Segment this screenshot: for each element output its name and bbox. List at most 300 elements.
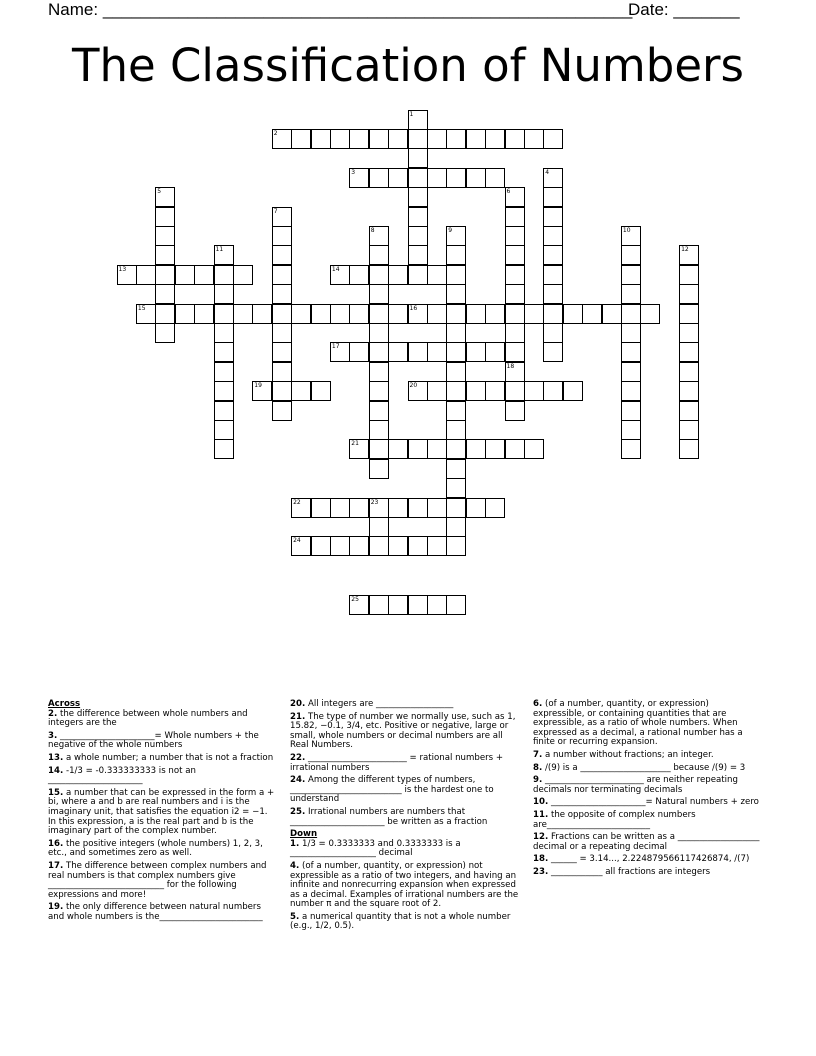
crossword-cell[interactable] xyxy=(543,226,563,246)
crossword-cell[interactable] xyxy=(214,362,234,382)
crossword-cell[interactable] xyxy=(349,536,369,556)
clue-item xyxy=(290,840,522,859)
crossword-cell[interactable] xyxy=(621,439,641,459)
clue-number: 6 xyxy=(506,188,511,196)
crossword-cell[interactable] xyxy=(388,304,408,324)
crossword-cell[interactable] xyxy=(427,129,447,149)
crossword-cell[interactable] xyxy=(621,362,641,382)
crossword-cell[interactable] xyxy=(427,265,447,285)
clue-item xyxy=(290,700,522,710)
crossword-cell[interactable] xyxy=(427,168,447,188)
crossword-cell[interactable] xyxy=(369,536,389,556)
across-clue-list-continued xyxy=(290,700,522,827)
crossword-cell[interactable] xyxy=(369,129,389,149)
date-blank[interactable]: _______ xyxy=(673,0,740,19)
crossword-cell[interactable] xyxy=(369,284,389,304)
crossword-cell[interactable] xyxy=(272,284,292,304)
crossword-cell[interactable] xyxy=(505,342,525,362)
crossword-cell[interactable] xyxy=(466,498,486,518)
crossword-cell[interactable] xyxy=(388,536,408,556)
crossword-cell[interactable] xyxy=(388,439,408,459)
crossword-cell[interactable] xyxy=(252,381,272,401)
crossword-cell[interactable] xyxy=(505,304,525,324)
crossword-cell[interactable] xyxy=(679,304,699,324)
crossword-cell[interactable] xyxy=(582,304,602,324)
crossword-cell[interactable] xyxy=(408,168,428,188)
crossword-cell[interactable] xyxy=(543,323,563,343)
crossword-cell[interactable] xyxy=(369,265,389,285)
clue-item xyxy=(290,713,522,751)
crossword-cell[interactable] xyxy=(446,284,466,304)
crossword-cell[interactable] xyxy=(311,536,331,556)
crossword-cell[interactable] xyxy=(679,342,699,362)
crossword-cell[interactable] xyxy=(311,304,331,324)
crossword-cell[interactable] xyxy=(524,129,544,149)
crossword-cell[interactable] xyxy=(621,420,641,440)
clue-item xyxy=(533,764,761,774)
crossword-cell[interactable] xyxy=(349,129,369,149)
crossword-cell[interactable] xyxy=(408,381,428,401)
crossword-cell[interactable] xyxy=(679,362,699,382)
crossword-cell[interactable] xyxy=(602,304,622,324)
clue-item-number: 12. xyxy=(533,832,549,843)
clue-item-text: _______________________ = rational numbers + irrational numbers xyxy=(290,752,504,773)
clue-number: 22 xyxy=(293,498,301,506)
clue-item-text: Fractions can be written as a ___________________ decimal or a repeating decimal xyxy=(533,832,760,852)
crossword-cell[interactable] xyxy=(446,168,466,188)
crossword-cell[interactable] xyxy=(272,265,292,285)
clue-item-text: a whole number; a number that is not a fraction xyxy=(63,752,274,763)
crossword-cell[interactable] xyxy=(408,129,428,149)
crossword-cell[interactable] xyxy=(349,304,369,324)
crossword-cell[interactable] xyxy=(466,439,486,459)
clue-number: 12 xyxy=(681,246,689,254)
crossword-cell[interactable] xyxy=(640,304,660,324)
crossword-cell[interactable] xyxy=(272,381,292,401)
crossword-cell[interactable] xyxy=(369,304,389,324)
crossword-cell[interactable] xyxy=(214,245,234,265)
clue-item xyxy=(48,754,276,764)
clue-number: 14 xyxy=(331,265,340,273)
crossword-cell[interactable] xyxy=(466,342,486,362)
crossword-cell[interactable] xyxy=(446,420,466,440)
crossword-cell[interactable] xyxy=(505,265,525,285)
crossword-cell[interactable] xyxy=(621,265,641,285)
crossword-cell[interactable] xyxy=(679,265,699,285)
clue-item-number: 21. xyxy=(290,711,306,722)
crossword-cell[interactable] xyxy=(543,207,563,227)
crossword-cell[interactable] xyxy=(369,226,389,246)
crossword-cell[interactable] xyxy=(505,439,525,459)
crossword-cell[interactable] xyxy=(330,265,350,285)
crossword-cell[interactable] xyxy=(233,265,253,285)
crossword-cell[interactable] xyxy=(155,323,175,343)
crossword-cell[interactable] xyxy=(543,245,563,265)
crossword-cell[interactable] xyxy=(446,536,466,556)
clue-item-text: All integers are __________________ xyxy=(305,699,454,709)
crossword-cell[interactable] xyxy=(543,187,563,207)
clue-item-number: 10. xyxy=(533,797,549,808)
name-blank[interactable]: ________________________________________________________ xyxy=(102,0,633,19)
crossword-cell[interactable] xyxy=(408,536,428,556)
clue-item xyxy=(533,700,761,748)
crossword-cell[interactable] xyxy=(311,129,331,149)
clue-number: 21 xyxy=(351,440,359,448)
crossword-cell[interactable] xyxy=(408,226,428,246)
crossword-cell[interactable] xyxy=(446,342,466,362)
crossword-cell[interactable] xyxy=(505,187,525,207)
crossword-cell[interactable] xyxy=(505,129,525,149)
crossword-cell[interactable] xyxy=(446,304,466,324)
clue-item-text: a number without fractions; an integer. xyxy=(542,749,714,760)
crossword-cell[interactable] xyxy=(679,381,699,401)
crossword-cell[interactable] xyxy=(136,265,156,285)
clue-item-number: 3. xyxy=(48,730,58,741)
crossword-cell[interactable] xyxy=(621,226,641,246)
down-clue-list xyxy=(290,840,522,932)
clue-item xyxy=(533,811,761,830)
crossword-cell[interactable] xyxy=(369,362,389,382)
crossword-cell[interactable] xyxy=(679,245,699,265)
crossword-cell[interactable] xyxy=(349,168,369,188)
crossword-cell[interactable] xyxy=(155,226,175,246)
crossword-cell[interactable] xyxy=(543,284,563,304)
crossword-cell[interactable] xyxy=(155,265,175,285)
crossword-cell[interactable] xyxy=(446,459,466,479)
clue-item-number: 15. xyxy=(48,787,64,798)
clue-item-number: 16. xyxy=(48,838,64,849)
crossword-cell[interactable] xyxy=(369,245,389,265)
clue-item-text: the difference between whole numbers and integers are the xyxy=(48,708,248,729)
crossword-cell[interactable] xyxy=(252,304,272,324)
clue-item xyxy=(533,776,761,795)
crossword-cell[interactable] xyxy=(291,498,311,518)
clue-item-number: 8. xyxy=(533,762,543,773)
clue-item xyxy=(48,903,276,922)
clue-item xyxy=(290,776,522,805)
crossword-cell[interactable] xyxy=(427,342,447,362)
crossword-cell[interactable] xyxy=(194,304,214,324)
clue-number: 23 xyxy=(370,498,379,506)
crossword-cell[interactable] xyxy=(466,168,486,188)
crossword-cell[interactable] xyxy=(524,439,544,459)
crossword-cell[interactable] xyxy=(155,245,175,265)
crossword-cell[interactable] xyxy=(272,401,292,421)
crossword-cell[interactable] xyxy=(369,459,389,479)
crossword-cell[interactable] xyxy=(427,595,447,615)
crossword-cell[interactable] xyxy=(214,342,234,362)
clue-number: 8 xyxy=(370,226,375,234)
crossword-cell[interactable] xyxy=(369,381,389,401)
clue-number: 4 xyxy=(545,168,550,176)
crossword-cell[interactable] xyxy=(485,498,505,518)
clue-number: 17 xyxy=(331,343,340,351)
crossword-cell[interactable] xyxy=(679,439,699,459)
clue-item xyxy=(533,855,761,865)
crossword-cell[interactable] xyxy=(349,595,369,615)
crossword-cell[interactable] xyxy=(272,362,292,382)
clue-item-number: 1. xyxy=(290,838,300,849)
crossword-cell[interactable] xyxy=(485,381,505,401)
clue-item-number: 22. xyxy=(290,752,306,763)
clue-item-number: 4. xyxy=(290,860,300,871)
crossword-cell[interactable] xyxy=(505,284,525,304)
crossword-cell[interactable] xyxy=(427,536,447,556)
crossword-cell[interactable] xyxy=(291,304,311,324)
crossword-cell[interactable] xyxy=(408,207,428,227)
crossword-cell[interactable] xyxy=(330,342,350,362)
crossword-cell[interactable] xyxy=(388,129,408,149)
down-heading: Down xyxy=(290,829,318,840)
crossword-cell[interactable] xyxy=(214,304,234,324)
crossword-cell[interactable] xyxy=(621,401,641,421)
crossword-cell[interactable] xyxy=(369,439,389,459)
date-label: Date: xyxy=(628,0,669,19)
crossword-cell[interactable] xyxy=(388,342,408,362)
crossword-cell[interactable] xyxy=(485,129,505,149)
across-heading: Across xyxy=(48,699,81,709)
clue-item-number: 14. xyxy=(48,765,64,776)
clue-item-number: 23. xyxy=(533,866,549,877)
crossword-cell[interactable] xyxy=(408,265,428,285)
crossword-cell[interactable] xyxy=(427,304,447,324)
clue-number: 9 xyxy=(448,226,453,234)
clue-item-number: 25. xyxy=(290,806,306,817)
crossword-cell[interactable] xyxy=(446,265,466,285)
crossword-cell[interactable] xyxy=(505,207,525,227)
clue-item xyxy=(48,862,276,900)
crossword-cell[interactable] xyxy=(214,420,234,440)
crossword-cell[interactable] xyxy=(621,381,641,401)
crossword-cell[interactable] xyxy=(446,323,466,343)
crossword-cell[interactable] xyxy=(272,207,292,227)
crossword-cell[interactable] xyxy=(505,401,525,421)
crossword-cell[interactable] xyxy=(311,498,331,518)
crossword-cell[interactable] xyxy=(272,342,292,362)
clue-item-text: 1/3 = 0.3333333 and 0.3333333 is a ____________________ decimal xyxy=(290,838,461,859)
across-clue-list xyxy=(48,710,276,923)
crossword-cell[interactable] xyxy=(369,595,389,615)
crossword-cell[interactable] xyxy=(621,304,641,324)
crossword-cell[interactable] xyxy=(524,381,544,401)
crossword-cell[interactable] xyxy=(155,187,175,207)
crossword-cell[interactable] xyxy=(446,517,466,537)
crossword-cell[interactable] xyxy=(272,304,292,324)
crossword-cell[interactable] xyxy=(505,245,525,265)
crossword-cell[interactable] xyxy=(408,498,428,518)
crossword-cell[interactable] xyxy=(214,323,234,343)
clue-item xyxy=(290,862,522,910)
clue-item-number: 9. xyxy=(533,775,543,786)
crossword-cell[interactable] xyxy=(466,129,486,149)
crossword-cell[interactable] xyxy=(408,595,428,615)
crossword-cell[interactable] xyxy=(485,304,505,324)
crossword-cell[interactable] xyxy=(485,439,505,459)
clue-number: 16 xyxy=(409,304,418,312)
crossword-cell[interactable] xyxy=(214,265,234,285)
crossword-cell[interactable] xyxy=(621,342,641,362)
crossword-cell[interactable] xyxy=(524,304,544,324)
clue-item-number: 5. xyxy=(290,911,300,922)
clue-item-text: a numerical quantity that is not a whole number (e.g., 1/2, 0.5). xyxy=(290,911,511,932)
crossword-cell[interactable] xyxy=(214,381,234,401)
clue-item-number: 7. xyxy=(533,749,543,760)
crossword-cell[interactable] xyxy=(388,498,408,518)
clue-item-text: a number that can be expressed in the form a + bi, where a and b are real numbers and i is the imaginary unit, that satisfies the equation i2 = −1. In this expression, a is the real part and b is the imaginary part of the complex number. xyxy=(48,787,275,837)
crossword-cell[interactable] xyxy=(155,207,175,227)
crossword-cell[interactable] xyxy=(446,401,466,421)
crossword-cell[interactable] xyxy=(349,342,369,362)
crossword-cell[interactable] xyxy=(505,323,525,343)
crossword-cell[interactable] xyxy=(679,284,699,304)
clue-number: 20 xyxy=(409,382,418,390)
crossword-cell[interactable] xyxy=(543,381,563,401)
crossword-cell[interactable] xyxy=(214,439,234,459)
crossword-cell[interactable] xyxy=(330,498,350,518)
clue-number: 10 xyxy=(622,226,631,234)
crossword-cell[interactable] xyxy=(291,381,311,401)
crossword-cell[interactable] xyxy=(505,381,525,401)
crossword-cell[interactable] xyxy=(388,265,408,285)
clue-item xyxy=(533,868,761,878)
clue-item-text: the only difference between natural numbers and whole numbers is the________________________ xyxy=(48,902,263,922)
crossword-cell[interactable] xyxy=(330,304,350,324)
crossword-cell[interactable] xyxy=(388,595,408,615)
crossword-cell[interactable] xyxy=(291,129,311,149)
crossword-cell[interactable] xyxy=(543,129,563,149)
crossword-cell[interactable] xyxy=(505,362,525,382)
clue-number: 1 xyxy=(409,110,414,118)
crossword-cell[interactable] xyxy=(272,245,292,265)
crossword-cell[interactable] xyxy=(330,129,350,149)
crossword-cell[interactable] xyxy=(446,226,466,246)
crossword-cell[interactable] xyxy=(369,498,389,518)
crossword-cell[interactable] xyxy=(214,284,234,304)
clue-number: 2 xyxy=(273,129,278,137)
crossword-cell[interactable] xyxy=(408,148,428,168)
clue-number: 25 xyxy=(351,595,359,603)
crossword-cell[interactable] xyxy=(621,284,641,304)
crossword-cell[interactable] xyxy=(233,304,253,324)
crossword-cell[interactable] xyxy=(369,517,389,537)
crossword-cell[interactable] xyxy=(485,342,505,362)
crossword-cell[interactable] xyxy=(369,420,389,440)
clues-column-1 xyxy=(48,700,276,925)
crossword-cell[interactable] xyxy=(330,536,350,556)
crossword-cell[interactable] xyxy=(369,168,389,188)
crossword-cell[interactable] xyxy=(621,245,641,265)
crossword-cell[interactable] xyxy=(175,265,195,285)
crossword-cell[interactable] xyxy=(388,168,408,188)
crossword-cell[interactable] xyxy=(175,304,195,324)
crossword-cell[interactable] xyxy=(349,439,369,459)
crossword-cell[interactable] xyxy=(446,129,466,149)
clue-number: 11 xyxy=(215,246,224,254)
crossword-cell[interactable] xyxy=(291,536,311,556)
clue-item-number: 24. xyxy=(290,775,306,786)
down-clue-list-continued xyxy=(533,700,761,878)
crossword-cell[interactable] xyxy=(272,323,292,343)
clues-column-3 xyxy=(533,700,761,881)
clue-item xyxy=(48,710,276,729)
crossword-cell[interactable] xyxy=(543,342,563,362)
clue-item-text: ____________ all fractions are integers xyxy=(548,866,711,877)
clue-item xyxy=(533,833,761,852)
crossword-cell[interactable] xyxy=(408,187,428,207)
clue-item-number: 20. xyxy=(290,699,306,709)
clue-item xyxy=(533,798,761,808)
clue-item-number: 2. xyxy=(48,708,58,719)
crossword-cell[interactable] xyxy=(349,265,369,285)
clue-item xyxy=(48,840,276,859)
crossword-cell[interactable] xyxy=(621,323,641,343)
crossword-cell[interactable] xyxy=(408,342,428,362)
crossword-cell[interactable] xyxy=(505,226,525,246)
crossword-cell[interactable] xyxy=(155,284,175,304)
crossword-cell[interactable] xyxy=(369,323,389,343)
crossword-cell[interactable] xyxy=(446,439,466,459)
crossword-cell[interactable] xyxy=(679,323,699,343)
crossword-cell[interactable] xyxy=(349,498,369,518)
crossword-cell[interactable] xyxy=(408,439,428,459)
crossword-cell[interactable] xyxy=(408,304,428,324)
clue-item xyxy=(48,789,276,837)
clue-item-text: ______ = 3.14..., 2.224879566117426874, /(7) xyxy=(548,854,750,865)
crossword-cell[interactable] xyxy=(272,129,292,149)
crossword-cell[interactable] xyxy=(408,245,428,265)
clue-item xyxy=(290,913,522,932)
clue-item-text: (of a number, quantity, or expression) expressible, or containing quantities that are expressible, as a ratio of whole numbers. When expressed as a decimal, a rational number has a finite or recurring expansion. xyxy=(533,699,743,748)
crossword-cell[interactable] xyxy=(485,168,505,188)
crossword-cell[interactable] xyxy=(543,168,563,188)
crossword-cell[interactable] xyxy=(194,265,214,285)
crossword-cell[interactable] xyxy=(155,304,175,324)
crossword-cell[interactable] xyxy=(543,304,563,324)
crossword-cell[interactable] xyxy=(446,595,466,615)
crossword-cell[interactable] xyxy=(272,226,292,246)
crossword-cell[interactable] xyxy=(214,401,234,421)
clue-item-number: 19. xyxy=(48,902,64,913)
crossword-cell[interactable] xyxy=(427,498,447,518)
crossword-cell[interactable] xyxy=(427,381,447,401)
clue-number: 15 xyxy=(137,304,146,312)
crossword-cell[interactable] xyxy=(369,342,389,362)
crossword-cell[interactable] xyxy=(446,498,466,518)
crossword-cell[interactable] xyxy=(446,245,466,265)
crossword-cell[interactable] xyxy=(136,304,156,324)
clue-item-text: _______________________ are neither repeating decimals nor terminating decimals xyxy=(533,775,738,795)
crossword-cell[interactable] xyxy=(408,110,428,130)
crossword-cell[interactable] xyxy=(563,381,583,401)
crossword-cell[interactable] xyxy=(543,265,563,285)
crossword-cell[interactable] xyxy=(446,381,466,401)
clue-item-text: -1/3 = -0.333333333 is not an ______________________ xyxy=(48,765,196,786)
crossword-cell[interactable] xyxy=(427,439,447,459)
clue-number: 7 xyxy=(273,207,278,215)
crossword-cell[interactable] xyxy=(369,401,389,421)
crossword-cell[interactable] xyxy=(466,381,486,401)
crossword-cell[interactable] xyxy=(311,381,331,401)
crossword-cell[interactable] xyxy=(446,478,466,498)
crossword-cell[interactable] xyxy=(466,304,486,324)
crossword-cell[interactable] xyxy=(679,420,699,440)
clue-item xyxy=(290,754,522,773)
clue-number: 18 xyxy=(506,362,515,370)
crossword-cell[interactable] xyxy=(446,362,466,382)
crossword-cell[interactable] xyxy=(117,265,137,285)
crossword-cell[interactable] xyxy=(563,304,583,324)
crossword-cell[interactable] xyxy=(679,401,699,421)
